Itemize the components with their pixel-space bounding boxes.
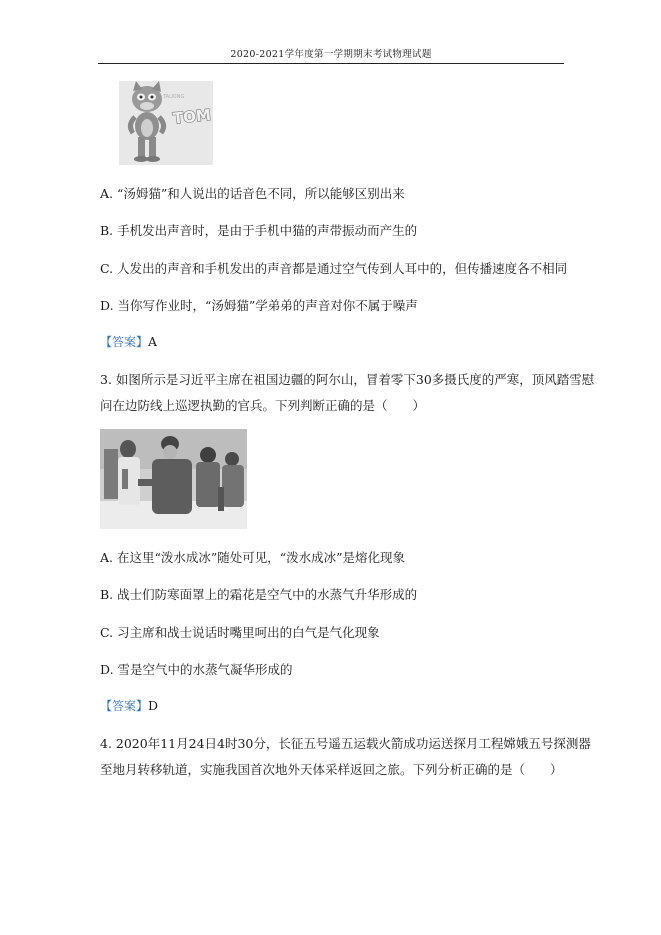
q3-stem-line-2: 问在边防线上巡逻执勤的官兵。下列判断正确的是（ ） [100, 398, 426, 413]
q3-option-c: C. 习主席和战士说话时嘴里呵出的白气是气化现象 [100, 625, 380, 640]
q3-option-b: B. 战士们防寒面罩上的霜花是空气中的水蒸气升华形成的 [100, 587, 418, 602]
q2-option-c: C. 人发出的声音和手机发出的声音都是通过空气传到人耳中的，但传播速度各不相同 [100, 261, 568, 276]
answer-tag: 【答案】 [100, 335, 149, 349]
q3-option-d: D. 雪是空气中的水蒸气凝华形成的 [100, 662, 293, 677]
border-patrol-photo [100, 429, 247, 529]
q4-stem-line-2: 至地月转移轨道，实施我国首次地外天体采样返回之旅。下列分析正确的是（ ） [100, 762, 563, 777]
q3-stem-line-1: 3. 如图所示是习近平主席在祖国边疆的阿尔山，冒着零下30多摄氏度的严寒，顶风踏雪慰 [100, 372, 595, 387]
q3-answer [100, 697, 158, 714]
tom-cat-figure [119, 81, 213, 165]
q2-option-d: D. 当你写作业时，“汤姆猫”学弟弟的声音对你不属于噪声 [100, 298, 418, 313]
answer-value: A [148, 334, 158, 349]
header-rule [98, 63, 564, 64]
answer-tag: 【答案】 [100, 699, 149, 713]
q2-option-a: A. “汤姆猫”和人说出的话音色不同，所以能够区别出来 [100, 186, 405, 201]
border-patrol-illustration [100, 429, 247, 529]
page-header-title: 2020-2021学年度第一学期期末考试物理试题 [230, 49, 432, 60]
svg-text:TALKING: TALKING [163, 94, 185, 100]
answer-value: D [148, 698, 159, 713]
tom-cat-illustration [119, 81, 213, 165]
q4-stem-line-1: 4. 2020年11月24日4时30分，长征五号遥五运载火箭成功运送探月工程嫦娥五号探测器 [100, 736, 591, 751]
q3-option-a: A. 在这里“泼水成冰”随处可见，“泼水成冰”是熔化现象 [100, 550, 406, 565]
q2-option-b: B. 手机发出声音时，是由于手机中猫的声带振动而产生的 [100, 223, 418, 238]
q2-answer [100, 333, 157, 350]
tom-logo-text: TOM [172, 105, 212, 128]
